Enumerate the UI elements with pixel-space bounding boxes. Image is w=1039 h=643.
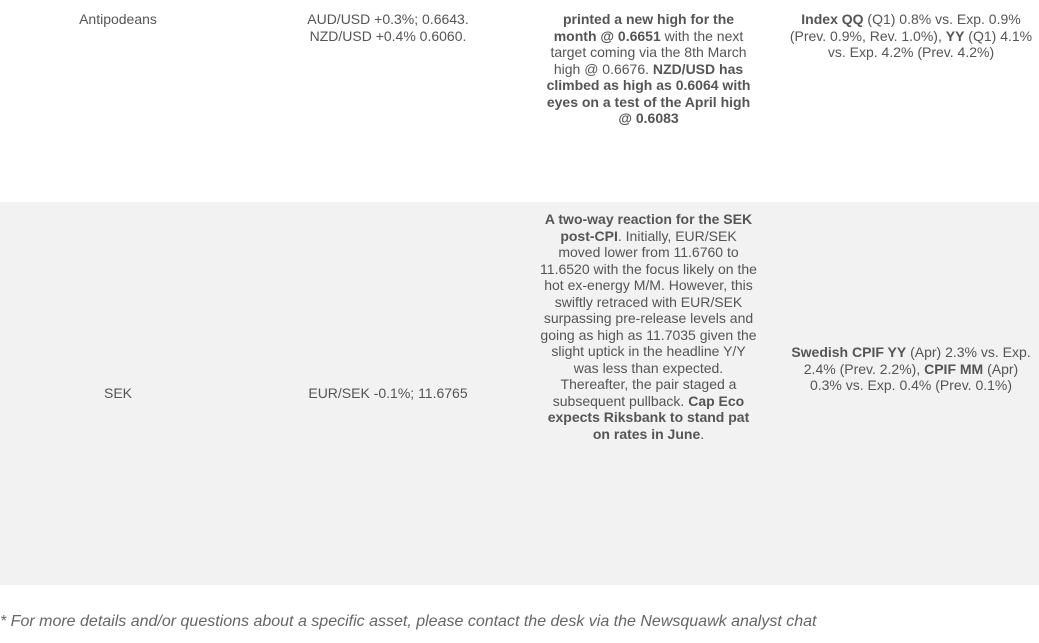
release-bold: Swedish CPIF YY bbox=[791, 344, 907, 360]
release-plain: (Apr) 0.3% vs. Exp. 0.4% (Prev. 0.1%) bbox=[809, 360, 1019, 393]
price-move-line: AUD/USD +0.3%; 0.6643. bbox=[307, 11, 469, 27]
release-plain: (Apr) 2.3% vs. Exp. 2.4% (Prev. 2.2%), bbox=[803, 344, 1031, 377]
analysis-text bbox=[540, 211, 757, 442]
analysis-plain: . bbox=[700, 425, 705, 442]
analysis-bold: NZD/USD has climbed as high as 0.6064 with eyes on a test of the April high @ 0.6083 bbox=[546, 60, 751, 126]
footnote: * For more details and/or questions about a specific asset, please contact the desk via the Newsquawk analyst chat bbox=[0, 613, 817, 630]
analysis-plain: . Initially, EUR/SEK moved lower from 11.6760 to 11.6520 with the focus likely on the hot ex-energy M/M. However, this swiftly retraced with EUR/SEK surpassing pre-release levels and going as high as 11.7035 given the slight uptick in the headline Y/Y was less than expected. Thereafter, the pair staged a subsequent pullback. bbox=[540, 227, 757, 409]
release-plain: (Q1) 4.1% vs. Exp. 4.2% (Prev. 4.2%) bbox=[827, 27, 1033, 60]
price-move: EUR/SEK -0.1%; 11.6765 bbox=[308, 385, 468, 401]
release-plain: (Q1) 0.8% vs. Exp. 0.9% (Prev. 0.9%, Rev. 1.0%), bbox=[789, 11, 1021, 44]
asset-name: SEK bbox=[103, 385, 132, 401]
data-release-text bbox=[786, 344, 1036, 394]
price-move bbox=[268, 11, 508, 44]
analysis-bold: Cap Eco expects Riksbank to stand pat on rates in June bbox=[547, 392, 750, 442]
data-release-text bbox=[786, 11, 1036, 61]
table-row-sek bbox=[0, 202, 1039, 585]
release-bold: YY bbox=[945, 27, 965, 44]
analysis-bold: printed a new high for the month @ 0.6651 bbox=[553, 11, 735, 44]
release-bold: CPIF MM bbox=[924, 360, 984, 377]
analysis-bold: A two-way reaction for the SEK post-CPI bbox=[544, 211, 753, 244]
release-bold: Index QQ bbox=[801, 11, 864, 27]
table-row-antipodeans bbox=[0, 0, 1039, 202]
asset-name: Antipodeans bbox=[79, 11, 157, 27]
analysis-plain: with the next target coming via the 8th March high @ 0.6676. bbox=[550, 27, 747, 77]
price-move-line: NZD/USD +0.4% 0.6060. bbox=[309, 27, 467, 44]
analysis-text bbox=[540, 11, 757, 127]
